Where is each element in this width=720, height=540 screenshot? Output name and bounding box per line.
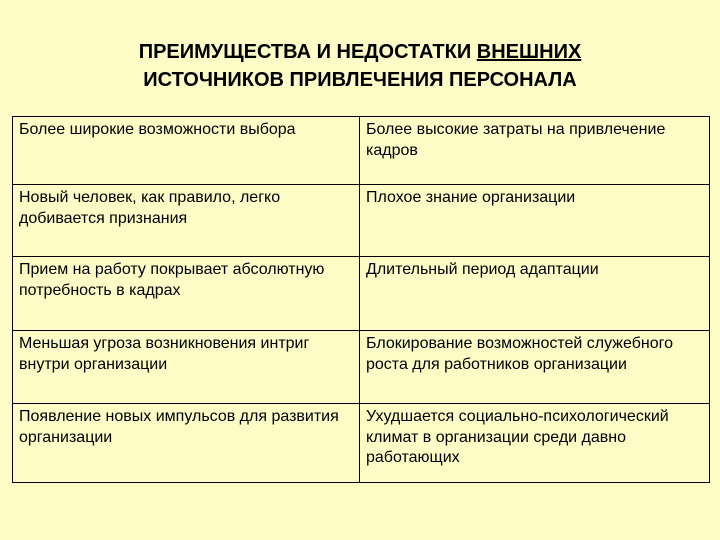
disadvantage-cell: Более высокие затраты на привлечение кадров	[360, 117, 710, 185]
disadvantage-cell: Длительный период адаптации	[360, 257, 710, 331]
table-row	[13, 331, 710, 404]
title-line-1-start: ПРЕИМУЩЕСТВА И НЕДОСТАТКИ	[138, 41, 477, 63]
advantage-cell: Более широкие возможности выбора	[13, 117, 360, 185]
table-row	[13, 117, 710, 185]
table-row	[13, 404, 710, 483]
title-line-1	[0, 38, 720, 66]
advantage-cell: Меньшая угроза возникновения интриг внутри организации	[13, 331, 360, 404]
advantage-cell: Новый человек, как правило, легко добивается признания	[13, 185, 360, 257]
title-underlined-word: ВНЕШНИХ	[476, 41, 582, 63]
comparison-table	[12, 116, 710, 483]
title-line-2: ИСТОЧНИКОВ ПРИВЛЕЧЕНИЯ ПЕРСОНАЛА	[143, 69, 577, 91]
disadvantage-cell: Блокирование возможностей служебного роста для работников организации	[360, 331, 710, 404]
disadvantage-cell: Плохое знание организации	[360, 185, 710, 257]
page-title	[0, 38, 720, 94]
advantage-cell: Прием на работу покрывает абсолютную потребность в кадрах	[13, 257, 360, 331]
disadvantage-cell: Ухудшается социально-психологический климат в организации среди давно работающих	[360, 404, 710, 483]
table-row	[13, 257, 710, 331]
advantage-cell: Появление новых импульсов для развития организации	[13, 404, 360, 483]
table-row	[13, 185, 710, 257]
